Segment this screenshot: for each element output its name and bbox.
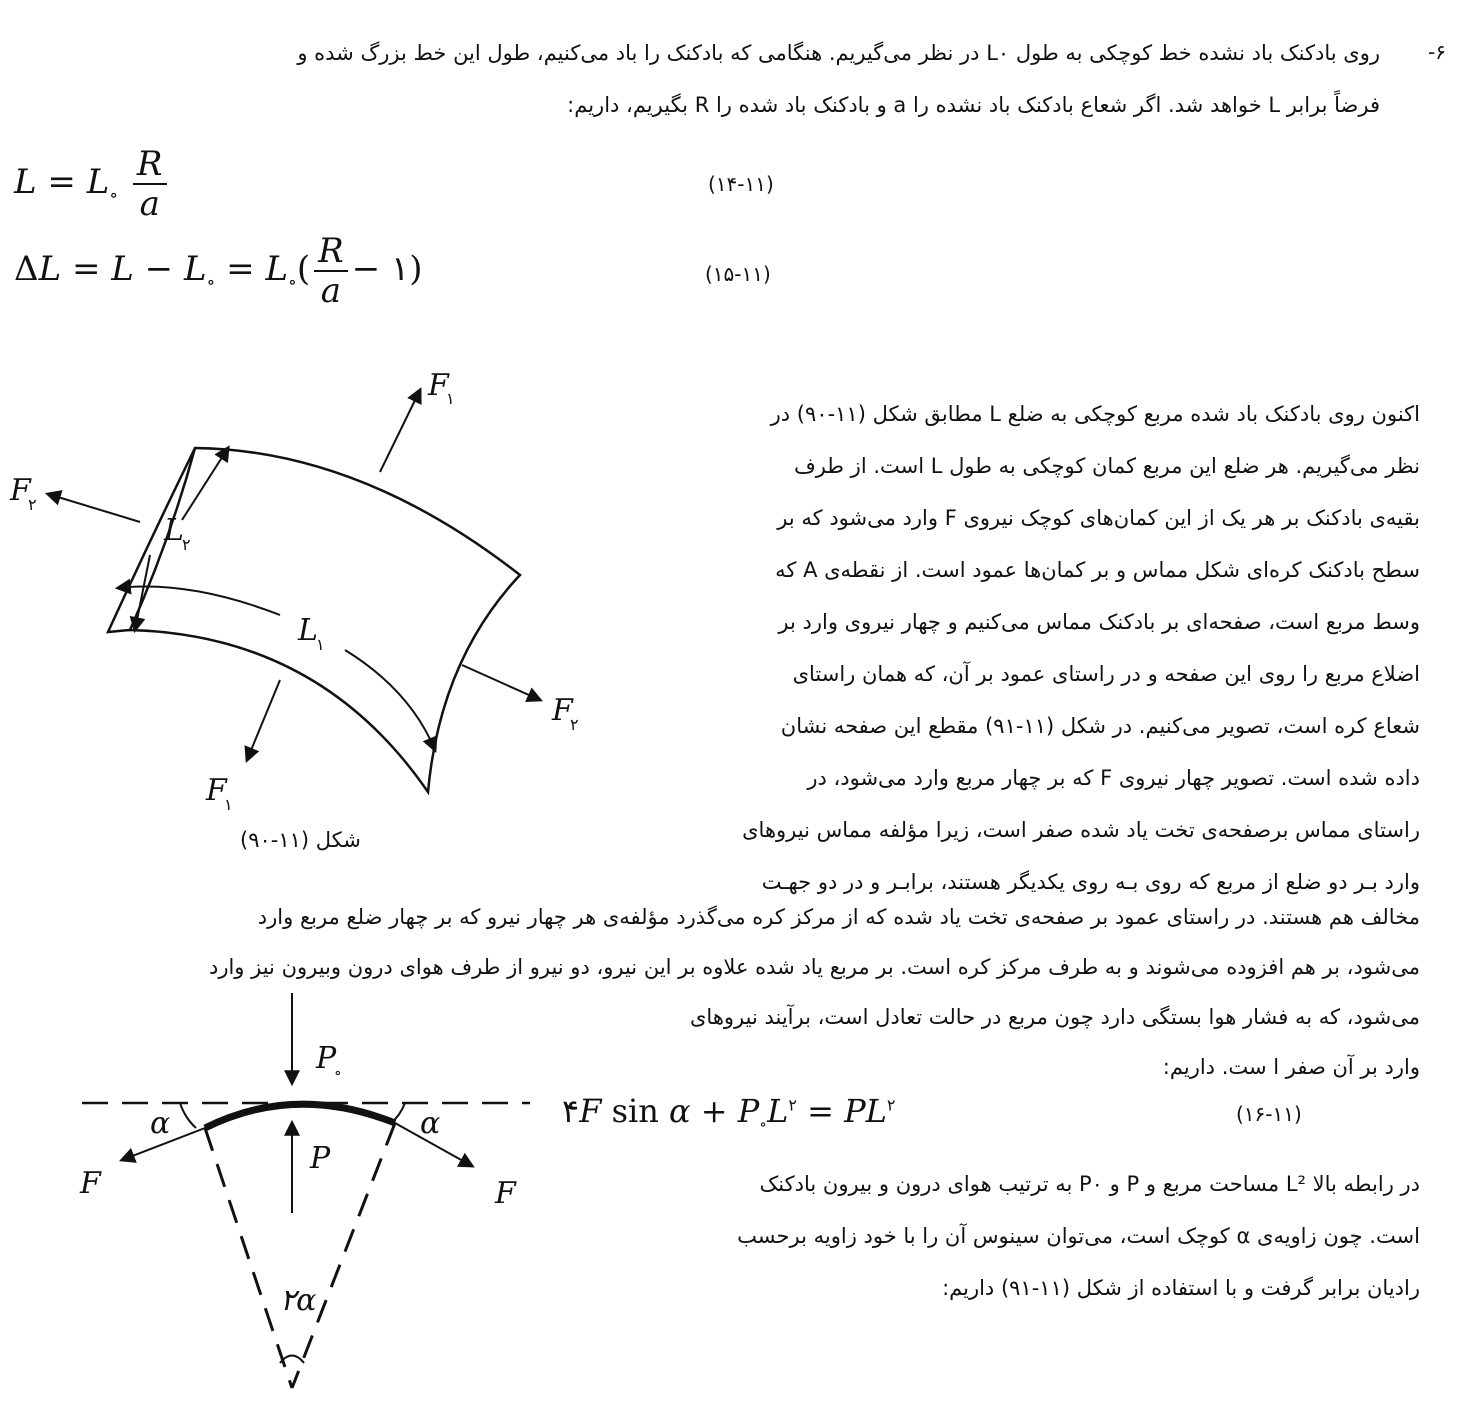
equation-16-number: (۱۶-۱۱) bbox=[1236, 1102, 1302, 1126]
equation-15: $\Delta L = L - L_\circ = L_\circ$( $\frac{R}{a}$ − ۱) bbox=[14, 231, 423, 311]
para1-line: داده شده است. تصویر چهار نیروی F که بر چهار مربع وارد می‌شود، در bbox=[807, 766, 1420, 790]
svg-text:α: α bbox=[420, 1106, 441, 1141]
svg-text:۲α: ۲α bbox=[280, 1283, 317, 1318]
svg-text:P: P bbox=[310, 1141, 331, 1176]
svg-text:۲: ۲ bbox=[182, 535, 191, 554]
para1-line: بقیه‌ی بادکنک بر هر یک از این کمان‌های کوچک نیروی F وارد می‌شود که بر bbox=[777, 506, 1420, 530]
figure-90 bbox=[0, 360, 600, 830]
svg-text:۱: ۱ bbox=[446, 389, 455, 408]
svg-text:L: L bbox=[164, 513, 184, 548]
svg-text:۲: ۲ bbox=[570, 715, 579, 734]
para2-line: می‌شود، که به فشار هوا بستگی دارد چون مربع در حالت تعادل است، برآیند نیروهای bbox=[689, 1005, 1420, 1029]
svg-text:∘: ∘ bbox=[334, 1063, 342, 1082]
problem-number: -۶ bbox=[1428, 40, 1446, 64]
svg-text:α: α bbox=[150, 1106, 171, 1141]
svg-text:P: P bbox=[316, 1041, 337, 1076]
para1-line: وسط مربع است، صفحه‌ای بر بادکنک مماس می‌کنیم و چهار نیروی وارد بر bbox=[778, 610, 1420, 634]
equation-14: $L = L_\circ$ $\frac{R}{a}$ bbox=[14, 145, 171, 223]
svg-text:F: F bbox=[80, 1166, 101, 1201]
figure-90-caption: شکل (۱۱-۹۰) bbox=[240, 828, 361, 852]
svg-text:F: F bbox=[495, 1176, 516, 1211]
svg-text:F: F bbox=[428, 368, 449, 403]
svg-text:۱: ۱ bbox=[316, 635, 325, 654]
svg-text:L: L bbox=[298, 613, 318, 648]
equation-14-number: (۱۴-۱۱) bbox=[708, 172, 774, 196]
para1-line: سطح بادکنک کره‌ای شکل مماس و بر کمان‌ها عمود است. از نقطه‌ی A که bbox=[775, 558, 1420, 582]
problem-line-1: روی بادکنک باد نشده خط کوچکی به طول L۰ در نظر می‌گیریم. هنگامی که بادکنک را باد می‌کنیم، طول این خط بزرگ شده و bbox=[297, 41, 1380, 65]
paragraph-3 bbox=[560, 1158, 1420, 1314]
paragraph-1 bbox=[630, 388, 1420, 908]
para1-line: اکنون روی بادکنک باد شده مربع کوچکی به ضلع L مطابق شکل (۱۱-۹۰) در bbox=[770, 402, 1420, 426]
equation-15-number: (۱۵-۱۱) bbox=[705, 262, 771, 286]
svg-text:F: F bbox=[552, 693, 573, 728]
para1-line: شعاع کره است، تصویر می‌کنیم. در شکل (۱۱-۹۱) مقطع این صفحه نشان bbox=[780, 714, 1420, 738]
svg-text:۱: ۱ bbox=[224, 795, 233, 814]
svg-text:F: F bbox=[10, 473, 31, 508]
para2-line: وارد بر آن صفر ا ست. داریم: bbox=[1162, 1055, 1420, 1079]
para1-line: اضلاع مربع را روی این صفحه و در راستای عمود بر آن، که همان راستای bbox=[792, 662, 1420, 686]
para3-line: است. چون زاویه‌ی α کوچک است، می‌توان سینوس آن را با خود زاویه برحسب bbox=[737, 1224, 1420, 1248]
para1-line: نظر می‌گیریم. هر ضلع این مربع کمان کوچکی به طول L است. از طرف bbox=[793, 454, 1420, 478]
para2-line: می‌شود، بر هم افزوده می‌شوند و به طرف مرکز کره است. بر مربع یاد شده علاوه بر این نیرو، دو نیرو از طرف هوای درون وبیرون نیز وارد bbox=[208, 955, 1420, 979]
para1-line: وارد بـر دو ضلع از مربع که روی بـه روی یکدیگر هستند، برابـر و در دو جهـت bbox=[761, 870, 1420, 894]
para2-line: مخالف هم هستند. در راستای عمود بر صفحه‌ی تخت یاد شده که از مرکز کره می‌گذرد مؤلفه‌ی هر چهار نیرو که بر چهار ضلع مربع وارد bbox=[257, 905, 1420, 929]
equation-16: ۴F $\sin \alpha + P_\circ L^۲ = PL^۲$ bbox=[562, 1092, 896, 1134]
svg-text:۲: ۲ bbox=[28, 495, 37, 514]
svg-text:F: F bbox=[206, 773, 227, 808]
figure-91 bbox=[0, 988, 560, 1408]
para3-line: رادیان برابر گرفت و با استفاده از شکل (۱۱-۹۱) داریم: bbox=[942, 1276, 1420, 1300]
para1-line: راستای مماس برصفحه‌ی تخت یاد شده صفر است، زیرا مؤلفه مماس نیروهای bbox=[742, 818, 1420, 842]
para3-line: در رابطه بالا L² مساحت مربع و P و P۰ به ترتیب هوای درون و بیرون بادکنک bbox=[759, 1172, 1420, 1196]
problem-line-2: فرضاً برابر L خواهد شد. اگر شعاع بادکنک باد نشده را a و بادکنک باد شده را R بگیریم، داریم: bbox=[567, 93, 1380, 117]
